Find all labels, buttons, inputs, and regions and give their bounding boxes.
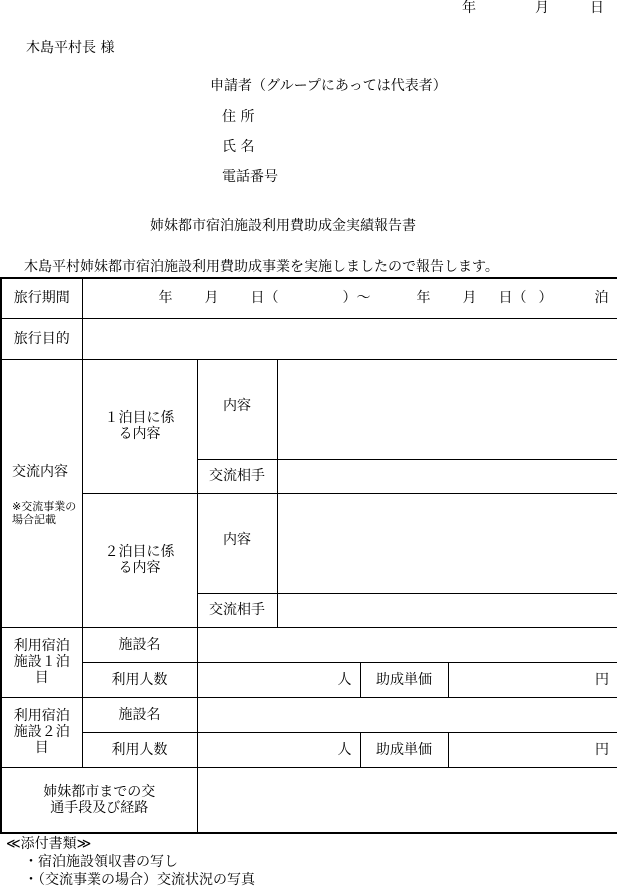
- facility2-name-label: 施設名: [82, 697, 197, 732]
- facility2-name-field[interactable]: [197, 697, 617, 732]
- route-label: 姉妹都市までの交通手段及び経路: [1, 767, 197, 833]
- facility1-users-field[interactable]: [197, 662, 360, 697]
- purpose-field[interactable]: [82, 318, 617, 359]
- facility2-persons-unit: 人: [337, 741, 352, 758]
- attachment-item: ・宿泊施設領収書の写し: [24, 854, 178, 870]
- night2-partner-field[interactable]: [277, 593, 617, 627]
- facility1-persons-unit: 人: [337, 671, 352, 688]
- period-day2: 日（: [498, 290, 527, 307]
- intro-text: 木島平村姉妹都市宿泊施設利用費助成事業を実施しましたので報告します。: [24, 259, 499, 275]
- exchange-label-cell: [1, 359, 82, 627]
- facility2-users-label: 利用人数: [82, 732, 197, 767]
- period-year1: 年: [158, 290, 173, 307]
- facility2-unit-price-field[interactable]: [448, 732, 617, 767]
- period-month1: 月: [204, 290, 219, 307]
- period-year2: 年: [416, 290, 431, 307]
- addressee: 木島平村長 様: [26, 40, 115, 56]
- exchange-note: ※交流事業の場合記載: [12, 499, 77, 526]
- phone-label: 電話番号: [222, 169, 278, 185]
- facility2-unit-price-label: 助成単価: [360, 732, 448, 767]
- night2-content-field[interactable]: [277, 493, 617, 593]
- report-form: [0, 277, 617, 834]
- night1-label: １泊目に係る内容: [82, 359, 197, 493]
- night2-label: ２泊目に係る内容: [82, 493, 197, 627]
- attachment-item: ・（交流事業の場合）交流状況の写真: [24, 872, 255, 888]
- date-line: [462, 0, 604, 16]
- address-label: 住 所: [222, 109, 255, 125]
- date-month: 月: [535, 0, 549, 16]
- facility2-users-field[interactable]: [197, 732, 360, 767]
- name-label: 氏 名: [222, 139, 255, 155]
- night1-partner-field[interactable]: [277, 459, 617, 493]
- period-day1: 日（: [250, 290, 279, 307]
- facility2-label: 利用宿泊施設２泊目: [1, 697, 82, 767]
- night1-content-label: 内容: [197, 359, 277, 459]
- date-year: 年: [462, 0, 476, 16]
- night1-partner-label: 交流相手: [197, 459, 277, 493]
- facility1-unit-price-field[interactable]: [448, 662, 617, 697]
- period-close2: ）: [538, 290, 553, 307]
- facility1-label: 利用宿泊施設１泊目: [1, 627, 82, 697]
- applicant-label: 申請者（グループにあっては代表者）: [210, 78, 447, 94]
- facility1-name-label: 施設名: [82, 627, 197, 662]
- facility2-yen-unit: 円: [595, 741, 609, 758]
- period-label: 旅行期間: [1, 278, 82, 318]
- facility1-yen-unit: 円: [595, 671, 609, 688]
- facility1-users-label: 利用人数: [82, 662, 197, 697]
- facility1-unit-price-label: 助成単価: [360, 662, 448, 697]
- night1-content-field[interactable]: [277, 359, 617, 459]
- night2-content-label: 内容: [197, 493, 277, 593]
- period-nights: 泊: [594, 290, 609, 307]
- exchange-label: 交流内容: [12, 463, 68, 480]
- night2-partner-label: 交流相手: [197, 593, 277, 627]
- document-title: 姉妹都市宿泊施設利用費助成金実績報告書: [150, 218, 416, 234]
- period-month2: 月: [462, 290, 477, 307]
- purpose-label: 旅行目的: [1, 318, 82, 359]
- facility1-name-field[interactable]: [197, 627, 617, 662]
- attachments: [6, 835, 255, 889]
- period-close1: ）～: [342, 290, 371, 307]
- date-day: 日: [590, 0, 604, 16]
- period-field[interactable]: [82, 278, 617, 318]
- attachments-heading: ≪添付書類≫: [6, 836, 92, 852]
- route-field[interactable]: [197, 767, 617, 833]
